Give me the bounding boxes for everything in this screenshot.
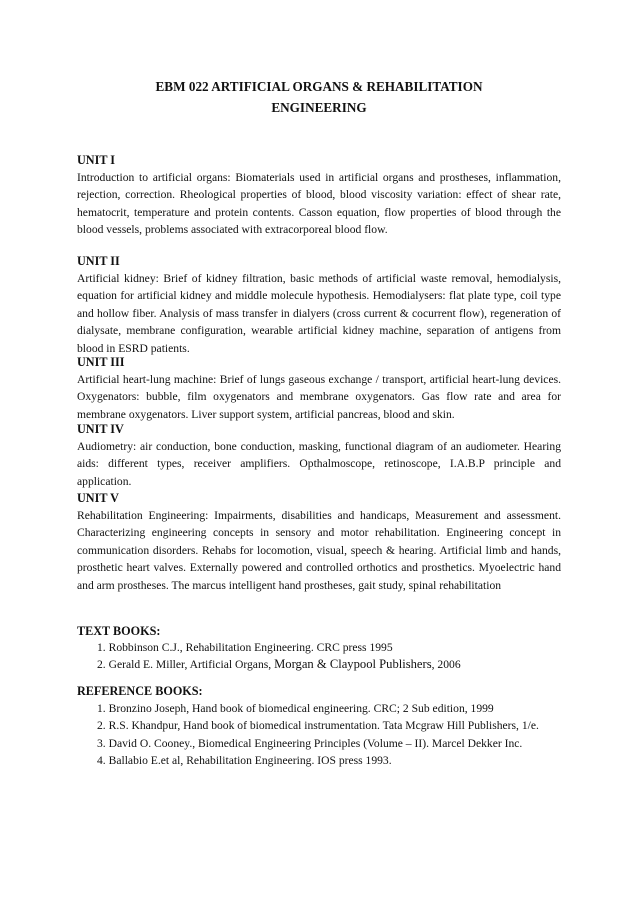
list-item-text: Robbinson C.J., Rehabilitation Engineering. CRC press 1995 xyxy=(108,641,393,654)
list-item-year: , 2006 xyxy=(431,658,461,672)
title-line-1: EBM 022 ARTIFICIAL ORGANS & REHABILITATION xyxy=(155,79,483,94)
list-item xyxy=(77,656,561,673)
list-item-text: Gerald E. Miller, Artificial Organs, xyxy=(108,658,275,672)
list-item-number: 2. xyxy=(97,719,106,733)
unit-1-text: Introduction to artificial organs: Biomaterials used in artificial organs and prostheses, inflammation, rejection, correction. Rheological properties of blood, blood viscosity variation: effect of shear rate, hematocrit, temperature and protein contents. Casson equation, flow properties of blood through the blood vessels, problems associated with extracorporeal blood flow. xyxy=(77,171,561,237)
list-item xyxy=(77,700,561,717)
unit-2-text: Artificial kidney: Brief of kidney filtration, basic methods of artificial waste removal, hemodialysis, equation for artificial kidney and middle molecule hypothesis. Hemodialysers: flat plate type, coil type and hollow fiber. Analysis of mass transfer in dialyers (cross current & cocurrent flow), regeneration of dialysate, membrane configuration, wearable artificial kidney machine, separation of antigens from blood in ESRD patients. xyxy=(77,272,561,355)
list-item-text: R.S. Khandpur, Hand book of biomedical instrumentation. Tata Mcgraw Hill Publishers, 1/e. xyxy=(108,719,539,733)
list-item-text: Bronzino Joseph, Hand book of biomedical engineering. CRC; 2 Sub edition, 1999 xyxy=(108,702,494,715)
list-item-number: 2. xyxy=(97,658,106,672)
list-item-number: 4. xyxy=(97,754,106,768)
list-item-number: 1. xyxy=(97,641,106,654)
list-item xyxy=(77,735,561,752)
title-line-2: ENGINEERING xyxy=(271,100,367,115)
list-item-number: 3. xyxy=(97,736,106,750)
publisher-name: Morgan & Claypool Publishers xyxy=(274,657,432,672)
unit-3-heading: UNIT III xyxy=(77,355,125,369)
list-item xyxy=(77,639,561,656)
unit-4-heading: UNIT IV xyxy=(77,422,124,436)
list-item-text: Ballabio E.et al, Rehabilitation Engineering. IOS press 1993. xyxy=(108,754,392,768)
unit-3-text: Artificial heart-lung machine: Brief of lungs gaseous exchange / transport, artificial heart-lung devices. Oxygenators: bubble, film oxygenators and membrane oxygenators. Gas flow rate and area for membrane oxygenators. Liver support system, artificial pancreas, blood and skin. xyxy=(77,373,561,421)
unit-1-heading: UNIT I xyxy=(77,153,116,167)
document-title xyxy=(77,76,561,118)
unit-5-text: Rehabilitation Engineering: Impairments, disabilities and handicaps, Measurement and assessment. Characterizing engineering concepts in sensory and motor rehabilitation. Engineering concept in communication disorders. Rehabs for locomotion, visual, speech & hearing. Artificial limb and hands, prosthetic heart valves. Externally powered and controlled orthotics and prosthetics. Myoelectric hand and arm prostheses. The marcus intelligent hand prostheses, gait study, spinal rehabilitation xyxy=(77,509,561,592)
reference-books-heading: REFERENCE BOOKS: xyxy=(77,684,203,698)
unit-2-heading: UNIT II xyxy=(77,254,120,268)
text-books-heading: TEXT BOOKS: xyxy=(77,624,161,638)
unit-5-heading: UNIT V xyxy=(77,491,119,505)
list-item xyxy=(77,717,561,734)
reference-books-list xyxy=(77,700,561,770)
unit-4-text: Audiometry: air conduction, bone conduction, masking, functional diagram of an audiometer. Hearing aids: different types, receiver amplifiers. Opthalmoscope, retinoscope, I.A.B.P principle and application. xyxy=(77,440,561,488)
list-item-text: David O. Cooney., Biomedical Engineering Principles (Volume – II). Marcel Dekker Inc. xyxy=(108,736,523,750)
list-item-number: 1. xyxy=(97,702,106,715)
list-item xyxy=(77,752,561,769)
text-books-list xyxy=(77,639,561,674)
